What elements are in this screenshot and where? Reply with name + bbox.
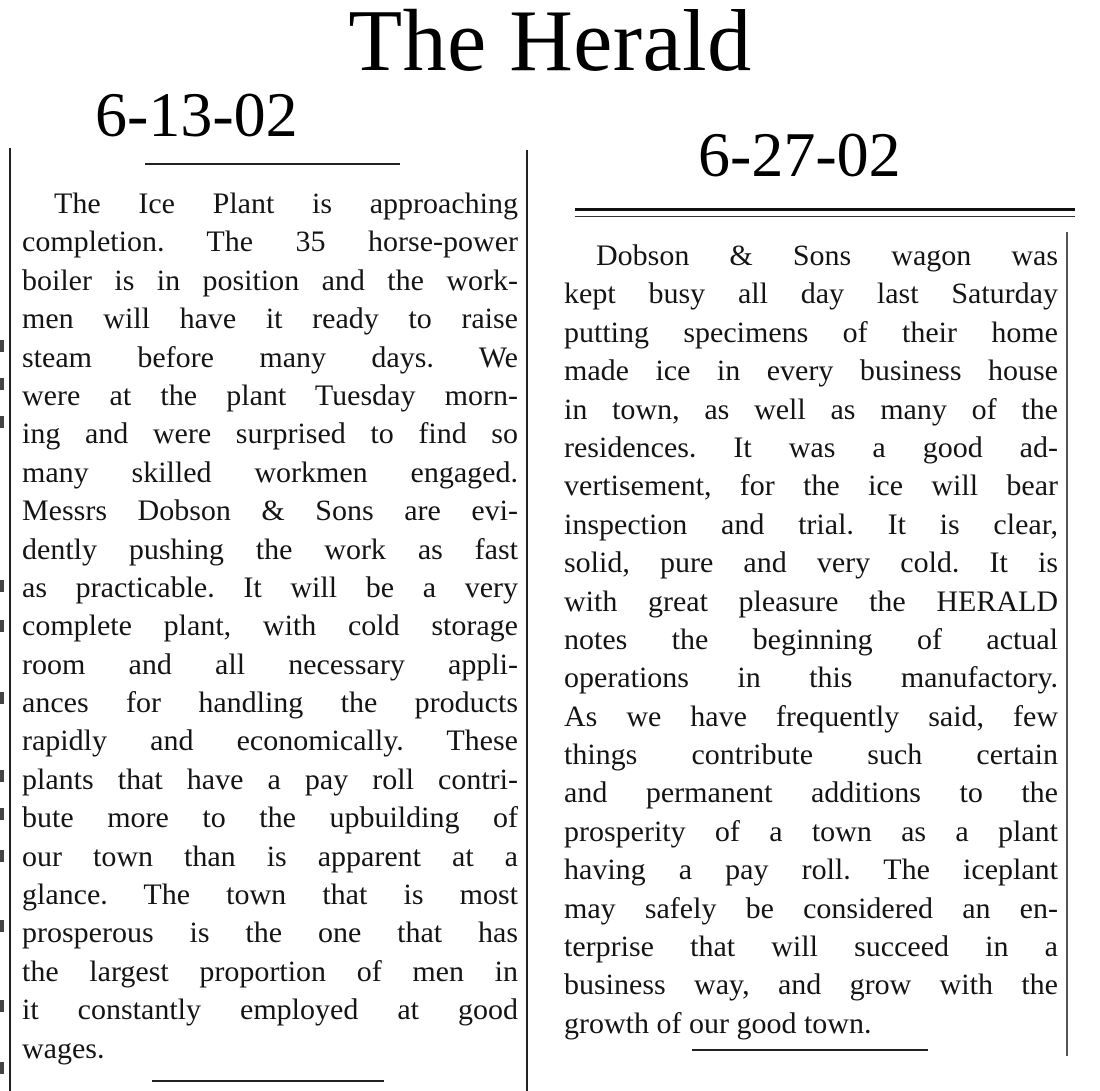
article-line: glance. The town that is most [22, 878, 518, 912]
article-line: many skilled workmen engaged. [22, 455, 518, 489]
article-line: vertisement, for the ice will bear [564, 469, 1058, 503]
article-line: kept busy all day last Saturday [564, 277, 1058, 311]
article-ice-plant [22, 185, 518, 1068]
left-top-rule [145, 163, 400, 165]
article-line: it constantly employed at good [22, 993, 518, 1027]
article-line: completion. The 35 horse-power [22, 225, 518, 259]
article-line: steam before many days. We [22, 340, 518, 374]
article-line: terprise that will succeed in a [564, 930, 1058, 964]
article-line: in town, as well as many of the [564, 392, 1058, 426]
article-line: notes the beginning of actual [564, 622, 1058, 656]
article-line: residences. It was a good ad- [564, 430, 1058, 464]
article-dobson-wagon [564, 237, 1058, 1043]
masthead-title: The Herald [348, 0, 752, 90]
article-line: ing and were surprised to find so [22, 417, 518, 451]
article-line: operations in this manufactory. [564, 661, 1058, 695]
article-line: As we have frequently said, few [564, 699, 1058, 733]
article-line: prosperity of a town as a plant [564, 814, 1058, 848]
right-top-rule-thin [575, 216, 1075, 217]
article-line: were at the plant Tuesday morn- [22, 378, 518, 412]
article-line: The Ice Plant is approaching [54, 187, 518, 220]
article-line: prosperous is the one that has [22, 916, 518, 950]
right-bottom-rule [692, 1049, 928, 1051]
article-line: wages. [22, 1031, 105, 1065]
article-line: our town than is apparent at a [22, 839, 518, 873]
article-line: Messrs Dobson & Sons are evi- [22, 494, 518, 528]
article-line: dently pushing the work as fast [22, 532, 518, 566]
article-line: things contribute such certain [564, 738, 1058, 772]
date-left: 6-13-02 [95, 79, 298, 150]
article-line: Dobson & Sons wagon was [596, 239, 1058, 272]
article-line: having a pay roll. The iceplant [564, 853, 1058, 887]
article-line: with great pleasure the HERALD [564, 584, 1058, 618]
article-line: putting specimens of their home [564, 315, 1058, 349]
right-top-rule [575, 208, 1075, 211]
edge-fragments [0, 200, 8, 1080]
right-edge-rule [1066, 232, 1068, 1056]
article-line: growth of our good town. [564, 1006, 872, 1040]
article-line: may safely be considered an en- [564, 891, 1058, 925]
article-line: bute more to the upbuilding of [22, 801, 518, 835]
left-edge-rule [9, 148, 11, 1091]
article-line: business way, and grow with the [564, 968, 1058, 1002]
article-line: boiler is in position and the work- [22, 263, 518, 297]
article-line: room and all necessary appli- [22, 647, 518, 681]
left-bottom-rule [152, 1080, 384, 1082]
article-line: as practicable. It will be a very [22, 570, 518, 604]
article-line: the largest proportion of men in [22, 954, 518, 988]
article-line: complete plant, with cold storage [22, 609, 518, 643]
article-line: and permanent additions to the [564, 776, 1058, 810]
article-line: ances for handling the products [22, 686, 518, 720]
article-line: solid, pure and very cold. It is [564, 546, 1058, 580]
article-line: men will have it ready to raise [22, 302, 518, 336]
column-divider [526, 150, 528, 1091]
article-line: plants that have a pay roll contri- [22, 762, 518, 796]
article-line: rapidly and economically. These [22, 724, 518, 758]
article-line: made ice in every business house [564, 354, 1058, 388]
date-right: 6-27-02 [698, 119, 901, 190]
article-line: inspection and trial. It is clear, [564, 507, 1058, 541]
